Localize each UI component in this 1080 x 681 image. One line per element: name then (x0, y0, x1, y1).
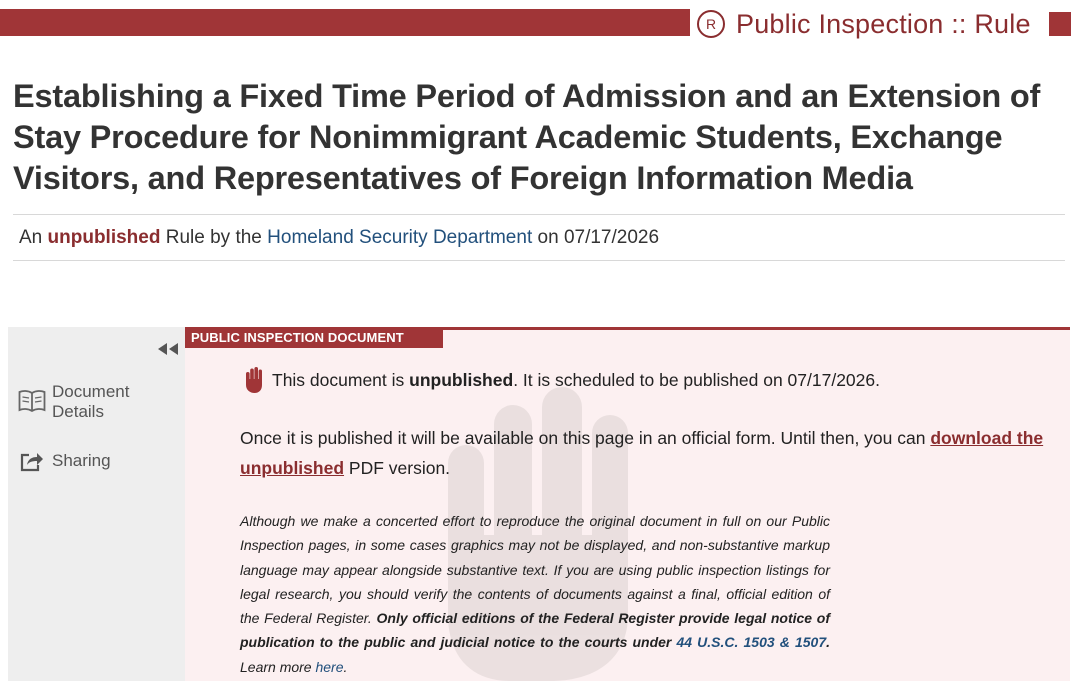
divider (13, 260, 1065, 261)
publication-status: This document is unpublished . It is scheduled to be published on 07/17/2026. (243, 366, 880, 394)
disclaimer-text: Although we make a concerted effort to reproduce the original document in full on our Public Inspection pages, in some cases graphics may not be displayed, and non-substantive markup language may appear alongside substantive text. If you are using public inspection listings for legal research, you should verify the contents of documents against a final, official edition of the Federal Register. Only official editions of the Federal Register provide legal notice of publication to the public and judicial notice to the courts under 44 U.S.C. 1503 & 1507. Learn more here. (240, 513, 831, 675)
publication-date: 07/17/2026 (563, 227, 660, 248)
document-title: Establishing a Fixed Time Period of Admission and an Extension of Stay Procedure for Nonimmigrant Academic Students, Exchange Visitors, and Representatives of Foreign Information Media (13, 78, 1041, 196)
unpublished-label: unpublished (47, 227, 161, 248)
share-arrow-icon (20, 451, 44, 473)
header-ribbon (697, 6, 1031, 42)
header-band (0, 9, 690, 36)
sidebar (8, 327, 185, 681)
learn-more-link[interactable]: here (315, 658, 344, 675)
registered-mark-icon: R (697, 10, 725, 38)
usc-citation-link[interactable]: 44 U.S.C. 1503 & 1507 (676, 634, 827, 651)
open-book-icon (18, 389, 46, 413)
publish-notice: Once it is published it will be available on this page in an official form. Until then, you can download the unpublished PDF version. (240, 428, 1044, 478)
download-unpublished-link[interactable]: download the unpublished (240, 428, 1044, 478)
sidebar-item-sharing[interactable] (20, 451, 111, 473)
sidebar-item-label: Document Details (52, 382, 130, 421)
public-inspection-tab: PUBLIC INSPECTION DOCUMENT (185, 327, 443, 348)
sidebar-item-document-details[interactable] (18, 382, 129, 422)
sidebar-item-label: Sharing (52, 451, 111, 470)
document-byline: An unpublished Rule by the Homeland Security Department on 07/17/2026 (19, 227, 660, 248)
agency-link[interactable]: Homeland Security Department (267, 227, 533, 248)
stop-hand-icon (243, 366, 265, 394)
divider (13, 214, 1065, 215)
page-type-title: Public Inspection :: Rule (736, 8, 1031, 39)
double-chevron-left-icon[interactable] (157, 342, 179, 356)
header-band-end (1049, 12, 1071, 36)
